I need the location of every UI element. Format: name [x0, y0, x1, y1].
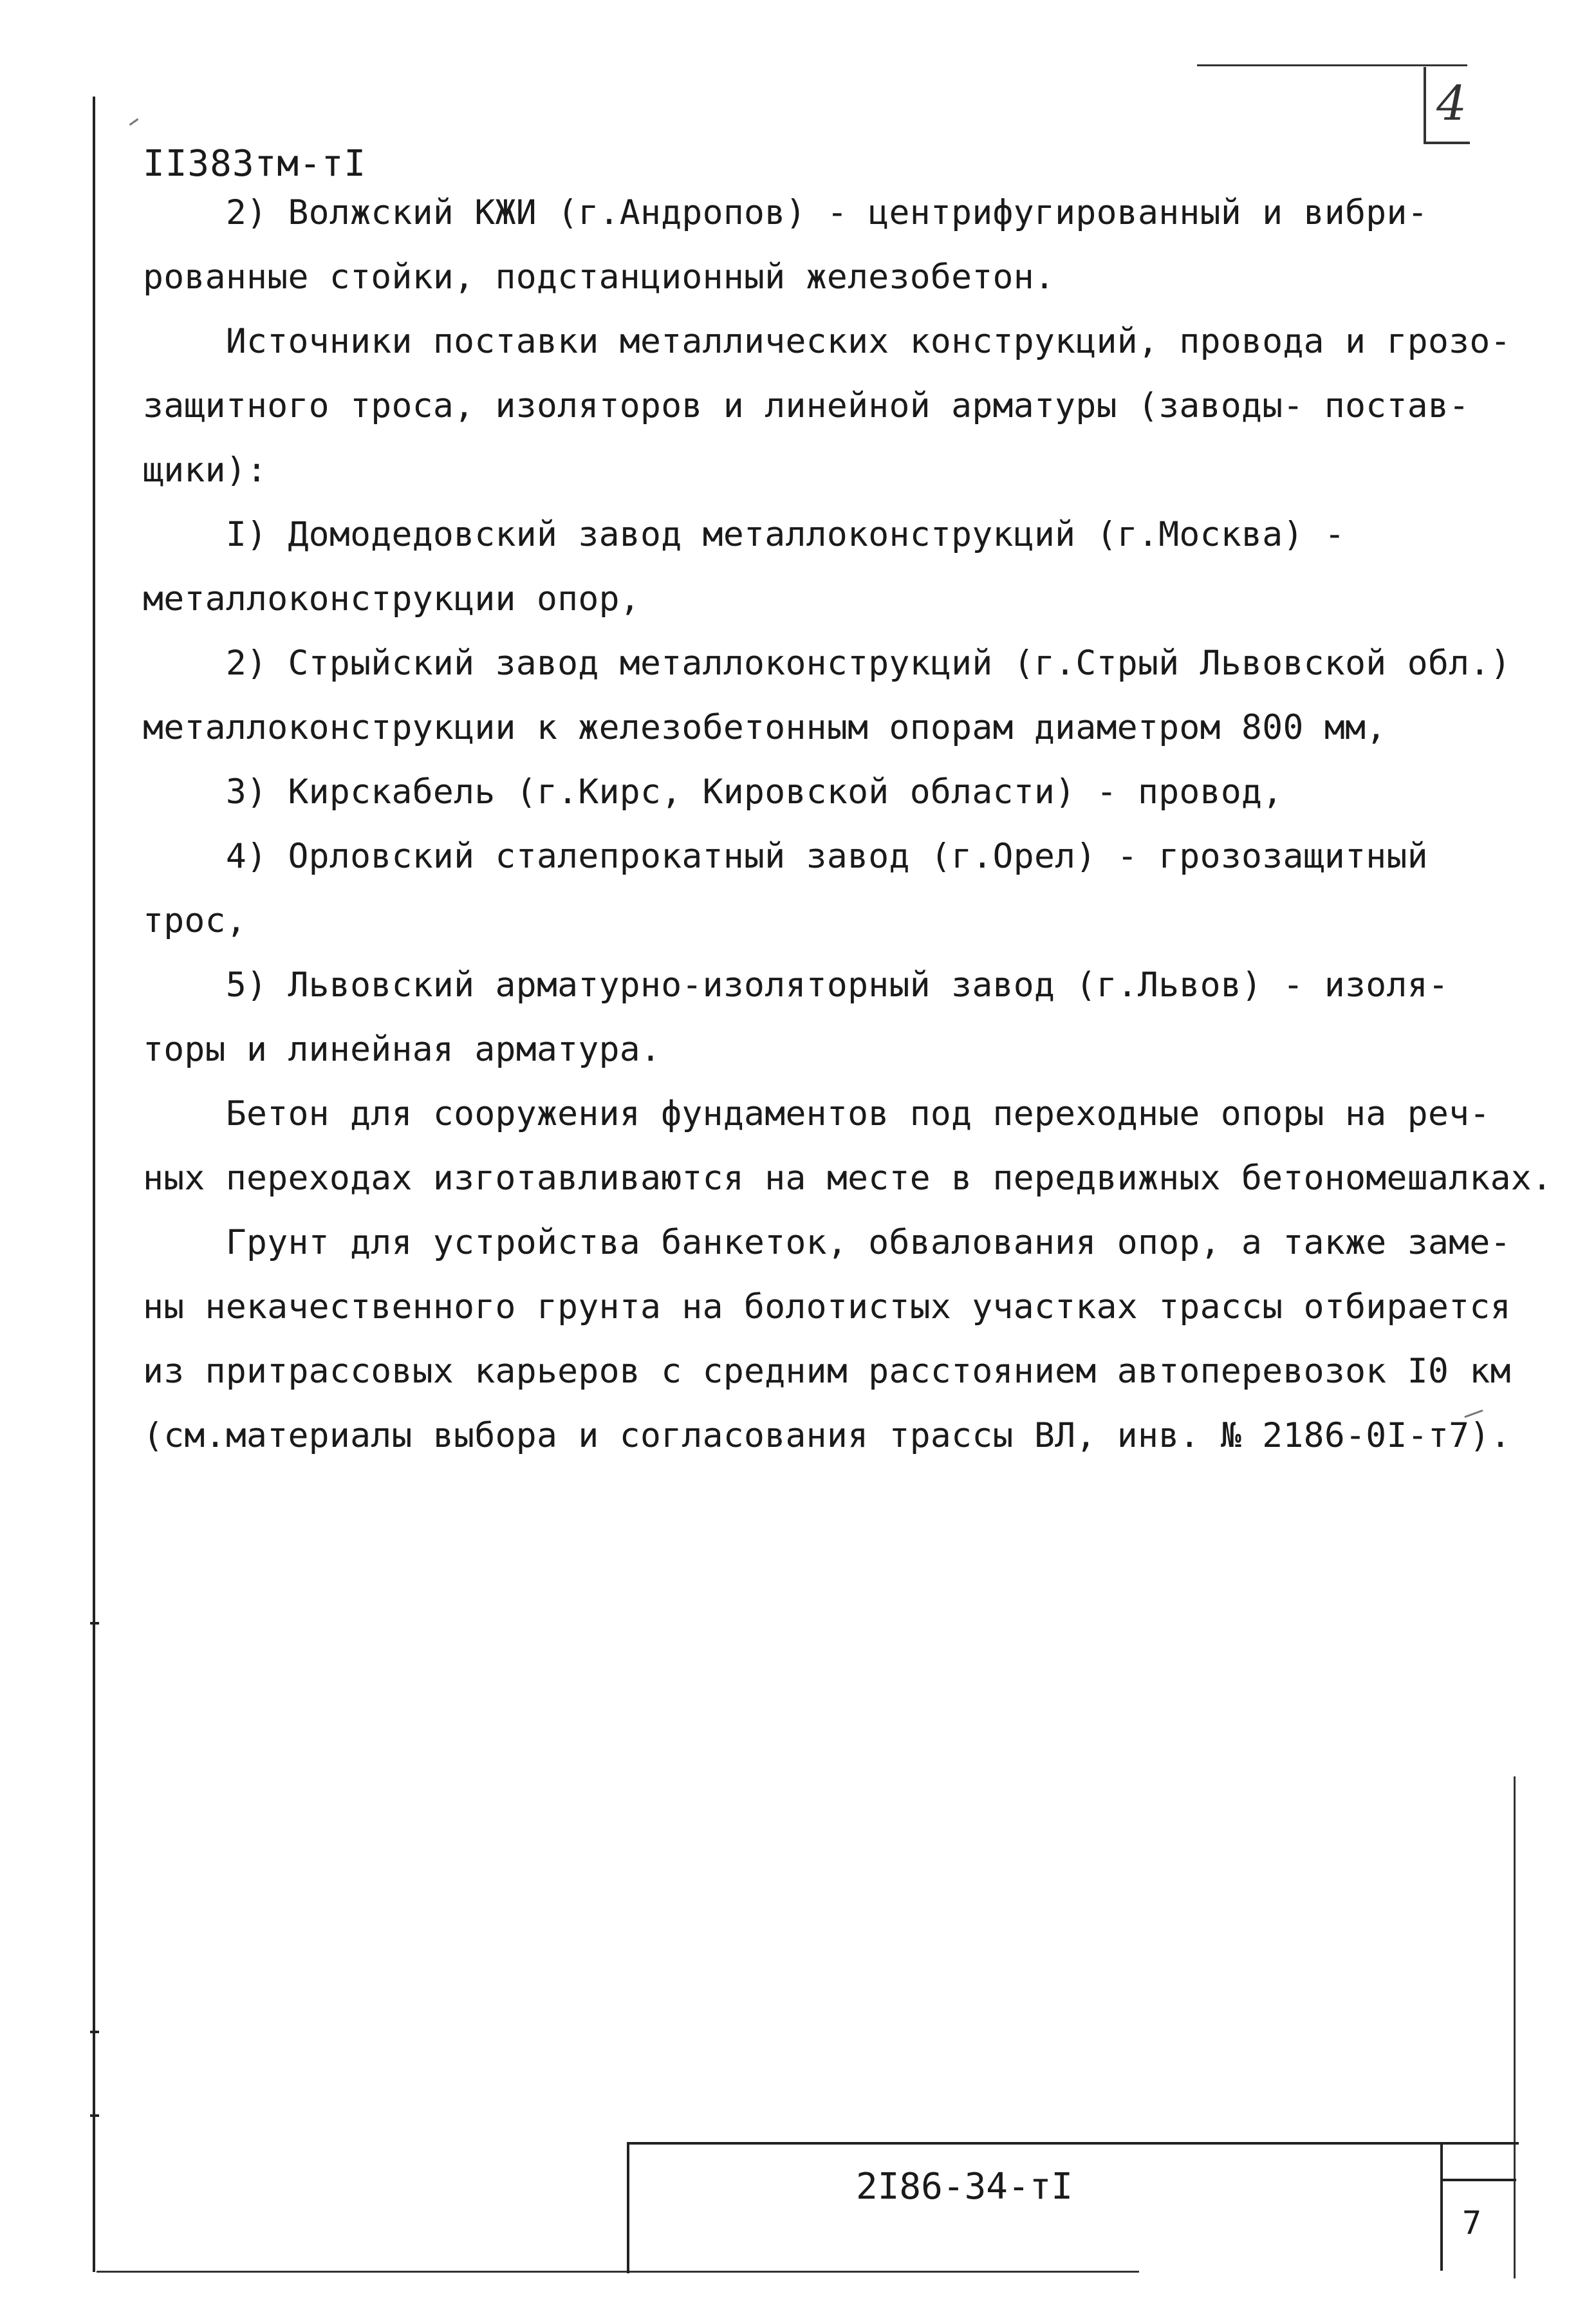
- text-line: металлоконструкции опор,: [143, 579, 641, 619]
- title-block-sheet: 7: [1462, 2204, 1482, 2242]
- frame-top-border: [1197, 64, 1467, 66]
- text-line: трос,: [143, 901, 247, 940]
- text-line: 4) Орловский сталепрокатный завод (г.Орел) - грозозащитный: [143, 837, 1428, 876]
- text-line: Бетон для сооружения фундаментов под переходные опоры на реч-: [143, 1094, 1490, 1133]
- title-block-divider: [1442, 2179, 1516, 2181]
- text-line: 3) Кирскабель (г.Кирс, Кировской области) - провод,: [143, 772, 1283, 812]
- frame-tick: [90, 1622, 99, 1625]
- title-block-divider: [1440, 2142, 1443, 2271]
- text-line: из притрассовых карьеров с средним расстоянием автоперевозок I0 км: [143, 1352, 1511, 1391]
- sheet-number: 4: [1436, 76, 1467, 131]
- scan-mark: [129, 118, 139, 126]
- text-line: щики):: [143, 451, 268, 490]
- text-line: 5) Львовский арматурно-изоляторный завод (г.Львов) - изоля-: [143, 965, 1449, 1005]
- title-block: [627, 2142, 1519, 2273]
- text-line: торы и линейная арматура.: [143, 1030, 662, 1069]
- text-line: Грунт для устройства банкеток, обвалования опор, а также заме-: [143, 1223, 1511, 1262]
- text-line: Источники поставки металлических конструкций, провода и грозо-: [143, 322, 1511, 361]
- text-line: ны некачественного грунта на болотистых участках трассы отбирается: [143, 1287, 1511, 1327]
- text-line: металлоконструкции к железобетонным опорам диаметром 800 мм,: [143, 708, 1387, 747]
- text-line: ных переходах изготавливаются на месте в передвижных бетономешалках.: [143, 1159, 1553, 1198]
- text-line: защитного троса, изоляторов и линейной арматуры (заводы- постав-: [143, 386, 1470, 425]
- document-code: II383тм-тI: [143, 143, 367, 185]
- text-line: I) Домодедовский завод металлоконструкций (г.Москва) -: [143, 515, 1346, 554]
- text-line: рованные стойки, подстанционный железобетон.: [143, 257, 1055, 297]
- frame-tick: [90, 2031, 99, 2033]
- text-line: (см.материалы выбора и согласования трассы ВЛ, инв. № 2186-0I-т7).: [143, 1416, 1511, 1455]
- text-line: 2) Волжский КЖИ (г.Андропов) - центрифугированный и вибри-: [143, 193, 1428, 232]
- text-line: 2) Стрыйский завод металлоконструкций (г.Стрый Львовской обл.): [143, 644, 1511, 683]
- frame-left-border: [93, 97, 95, 2272]
- title-block-code: 2I86-34-тI: [856, 2166, 1073, 2208]
- frame-tick: [90, 2114, 99, 2117]
